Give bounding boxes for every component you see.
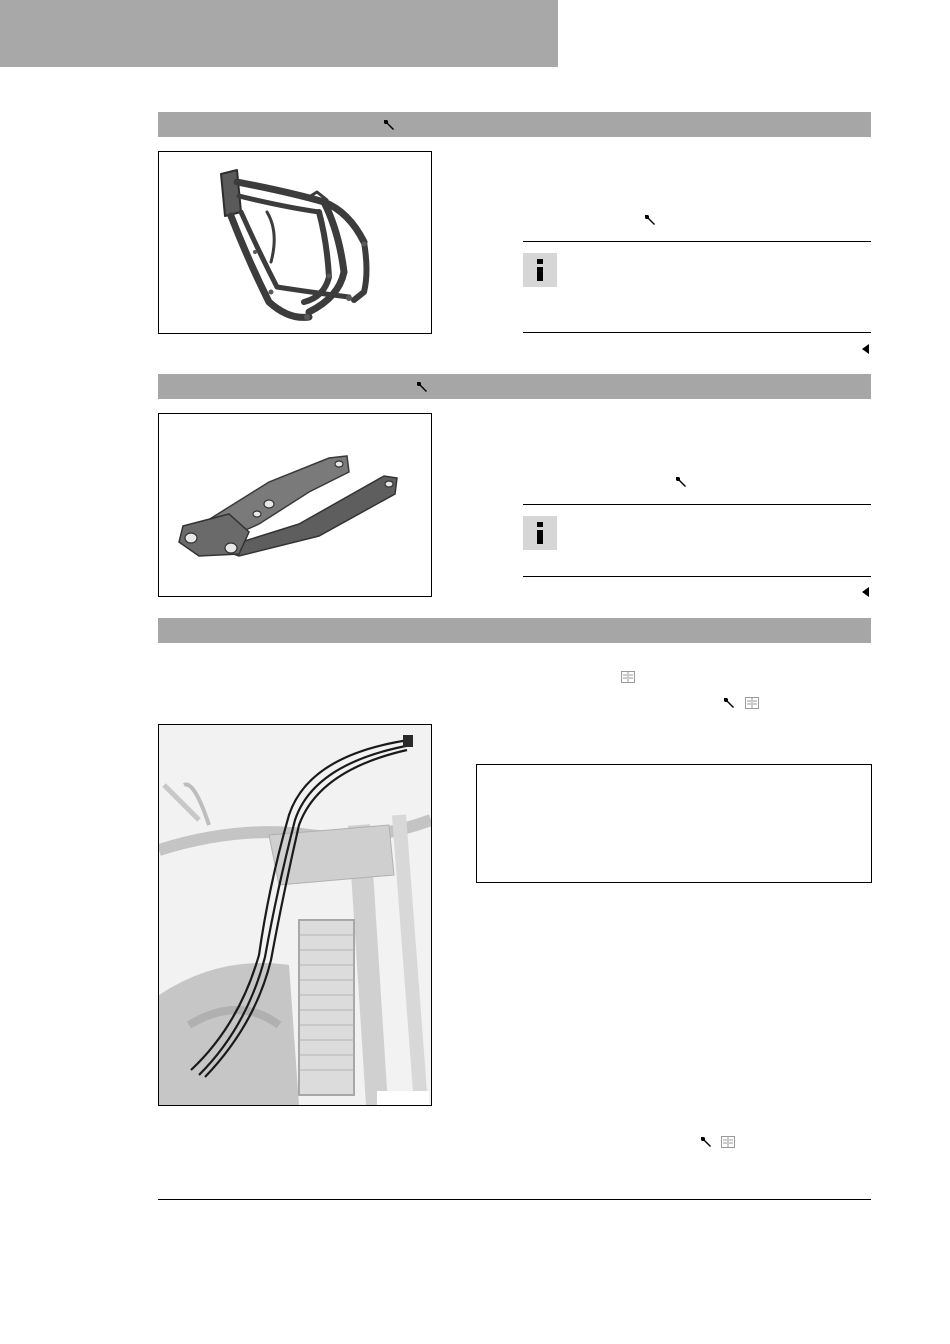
figure-id-tag <box>377 581 429 595</box>
end-of-section-icon <box>862 587 869 597</box>
wrench-icon <box>675 476 687 488</box>
book-icon <box>745 697 759 709</box>
page-header-banner <box>0 0 558 67</box>
note-bottom-rule <box>523 332 871 333</box>
page-footer-rule <box>158 1199 871 1200</box>
note-top-rule <box>523 241 871 242</box>
figure-id-tag <box>377 318 429 332</box>
section-heading-bar-frame <box>158 112 871 137</box>
figure-id-tag <box>377 1091 429 1105</box>
cable-routing-photo <box>159 725 431 1105</box>
wrench-icon <box>723 697 735 709</box>
swingarm-illustration <box>159 414 431 596</box>
wrench-icon <box>644 214 656 226</box>
note-top-rule <box>523 504 871 505</box>
notice-box <box>476 764 872 883</box>
cable-routing-figure <box>158 724 432 1106</box>
frame-figure <box>158 151 432 334</box>
note-bottom-rule <box>523 576 871 577</box>
info-icon <box>523 253 557 287</box>
end-of-section-icon <box>862 344 869 354</box>
wrench-icon <box>383 119 395 131</box>
book-icon <box>721 1136 735 1148</box>
wrench-icon <box>416 381 428 393</box>
motorcycle-frame-illustration <box>159 152 431 333</box>
info-icon <box>523 516 557 550</box>
section-heading-bar-swingarm <box>158 374 871 399</box>
book-icon <box>621 671 635 683</box>
section-heading-bar-cable-routing <box>158 618 871 643</box>
wrench-icon <box>700 1136 712 1148</box>
swingarm-figure <box>158 413 432 597</box>
